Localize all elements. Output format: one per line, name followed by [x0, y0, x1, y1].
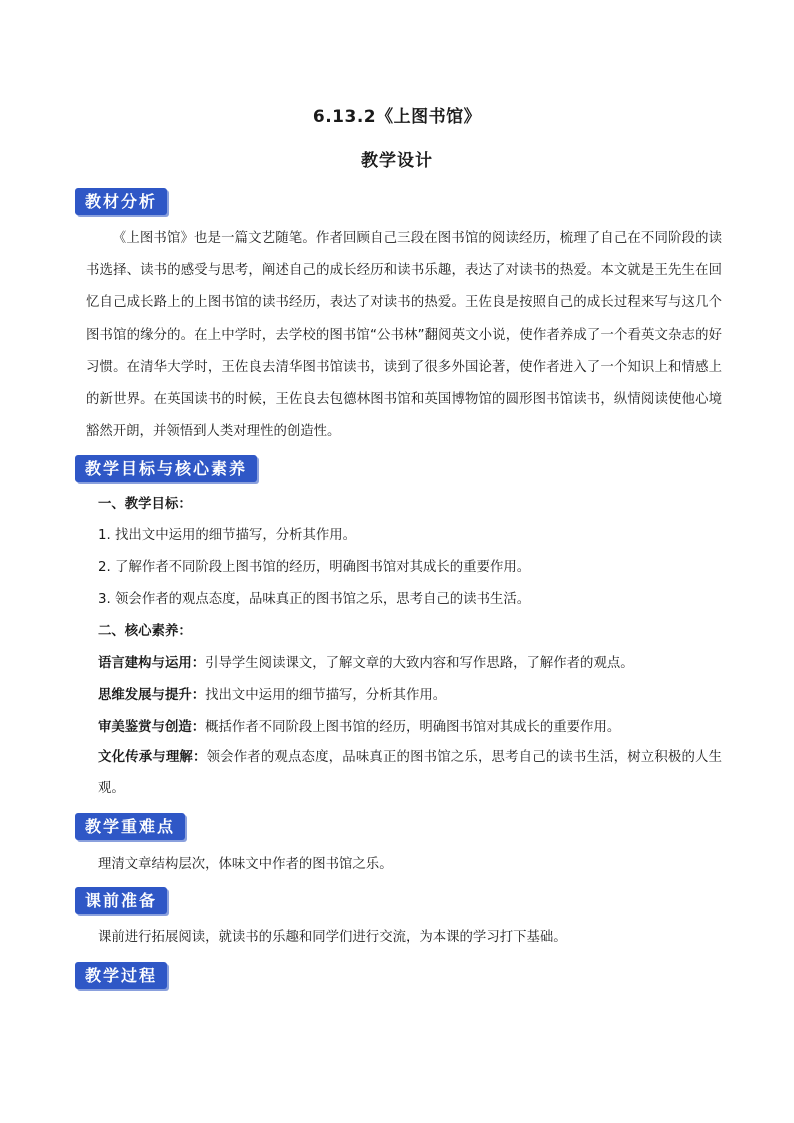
literacy-item-4 — [98, 742, 722, 804]
analysis-paragraph: 《上图书馆》也是一篇文艺随笔。作者回顾自己三段在图书馆的阅读经历，梳理了自己在不同阶段的读书选择、读书的感受与思考，阐述自己的成长经历和读书乐趣，表达了对读书的热爱。本文就是王先生在回忆自己成长路上的上图书馆的读书经历，表达了对读书的热爱。王佐良是按照自己的成长过程来写与这几个图书馆的缘分的。在上中学时，去学校的图书馆“公书林”翻阅英文小说，使作者养成了一个看英文杂志的好习惯。在清华大学时，王佐良去清华图书馆读书，读到了很多外国论著，使作者进入了一个知识上和情感上的新世界。在英国读书的时候，王佐良去包德林图书馆和英国博物馆的圆形图书馆读书，纵情阅读使他心境豁然开朗，并领悟到人类对理性的创造性。 — [86, 231, 722, 440]
literacy-item-3 — [98, 718, 620, 738]
literacy-label: 文化传承与理解： — [98, 750, 207, 765]
goals-heading-objectives: 一、教学目标： — [98, 497, 192, 512]
goal-item-3: 3. 领会作者的观点态度，品味真正的图书馆之乐，思考自己的读书生活。 — [98, 592, 531, 607]
literacy-text: 找出文中运用的细节描写，分析其作用。 — [205, 688, 447, 703]
literacy-text: 引导学生阅读课文，了解文章的大致内容和写作思路，了解作者的观点。 — [205, 656, 634, 671]
document-subtitle: 教学设计 — [361, 151, 433, 171]
difficulty-text: 理清文章结构层次，体味文中作者的图书馆之乐。 — [98, 857, 393, 872]
literacy-label: 语言建构与运用： — [98, 656, 206, 671]
document-title: 6.13.2《上图书馆》 — [312, 107, 482, 127]
section-badge-prep: 课前准备 — [75, 887, 167, 914]
prep-text: 课前进行拓展阅读，就读书的乐趣和同学们进行交流，为本课的学习打下基础。 — [98, 930, 567, 945]
goals-heading-literacy: 二、核心素养： — [98, 624, 192, 639]
literacy-label: 思维发展与提升： — [98, 688, 206, 703]
section-badge-process: 教学过程 — [75, 962, 167, 989]
section-badge-analysis: 教材分析 — [75, 188, 167, 215]
goal-item-2: 2. 了解作者不同阶段上图书馆的经历，明确图书馆对其成长的重要作用。 — [98, 560, 531, 575]
literacy-item-2 — [98, 686, 446, 706]
literacy-label: 审美鉴赏与创造： — [98, 720, 206, 735]
literacy-text: 概括作者不同阶段上图书馆的经历，明确图书馆对其成长的重要作用。 — [205, 720, 621, 735]
section-badge-difficulty: 教学重难点 — [75, 813, 185, 840]
literacy-text: 领会作者的观点态度，品味真正的图书馆之乐，思考自己的读书生活，树立积极的人生观。 — [98, 750, 723, 796]
goal-item-1: 1. 找出文中运用的细节描写，分析其作用。 — [98, 528, 357, 543]
literacy-item-1 — [98, 654, 634, 674]
section-badge-goals: 教学目标与核心素养 — [75, 455, 257, 482]
